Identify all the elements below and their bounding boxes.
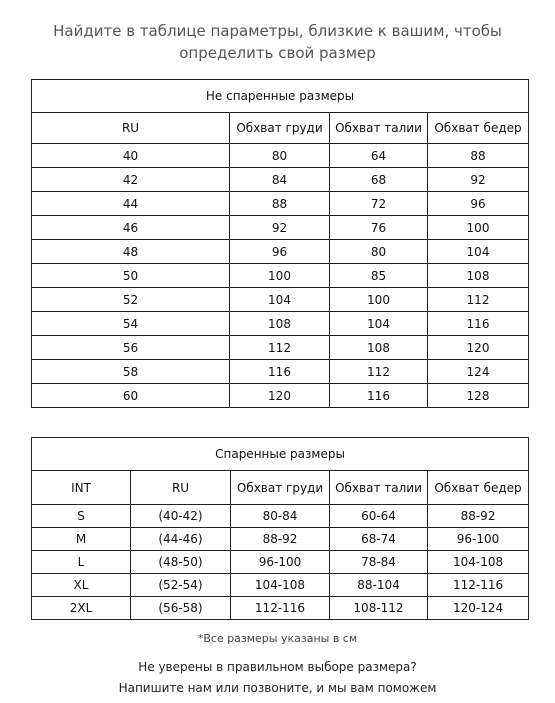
table-cell: 108-112 [330, 597, 428, 620]
table-cell: 112-116 [231, 597, 330, 620]
table-cell: 2XL [32, 597, 131, 620]
column-header: Обхват бедер [428, 113, 529, 144]
table-row [32, 574, 529, 597]
table-row [32, 144, 529, 168]
table-cell: 120-124 [428, 597, 529, 620]
table-cell: 80 [330, 240, 428, 264]
table-cell: 124 [428, 360, 529, 384]
single-sizes-table [31, 79, 529, 408]
column-header: INT [32, 471, 131, 505]
table-cell: 68-74 [330, 528, 428, 551]
table-cell: (40-42) [131, 505, 231, 528]
table-cell: 104 [330, 312, 428, 336]
table-cell: 128 [428, 384, 529, 408]
table-cell: 40 [32, 144, 230, 168]
heading-line-2: определить свой размер [179, 44, 376, 62]
table-cell: L [32, 551, 131, 574]
table-cell: 92 [428, 168, 529, 192]
table-cell: 48 [32, 240, 230, 264]
table-row [32, 264, 529, 288]
column-header: Обхват бедер [428, 471, 529, 505]
table-cell: 92 [230, 216, 330, 240]
table-row [32, 192, 529, 216]
table-cell: 120 [428, 336, 529, 360]
table-cell: XL [32, 574, 131, 597]
table-row [32, 336, 529, 360]
table-cell: 112-116 [428, 574, 529, 597]
table-cell: 78-84 [330, 551, 428, 574]
table-row [32, 216, 529, 240]
table-cell: 46 [32, 216, 230, 240]
table-cell: 116 [428, 312, 529, 336]
column-header: Обхват талии [330, 471, 428, 505]
table-cell: 96-100 [428, 528, 529, 551]
table-cell: 84 [230, 168, 330, 192]
table-cell: 108 [428, 264, 529, 288]
table-cell: (44-46) [131, 528, 231, 551]
table-cell: 80-84 [231, 505, 330, 528]
table-cell: 68 [330, 168, 428, 192]
table-cell: 80 [230, 144, 330, 168]
table-cell: 100 [428, 216, 529, 240]
contact-line-1: Не уверены в правильном выборе размера? [138, 660, 417, 674]
table-cell: 50 [32, 264, 230, 288]
table-cell: 104 [428, 240, 529, 264]
table-cell: 88-92 [428, 505, 529, 528]
table-cell: 88 [428, 144, 529, 168]
table-row [32, 312, 529, 336]
table-cell: 96 [428, 192, 529, 216]
table-cell: 100 [230, 264, 330, 288]
table-cell: 104 [230, 288, 330, 312]
table-cell: 58 [32, 360, 230, 384]
contact-note [0, 657, 555, 699]
table-cell: 112 [230, 336, 330, 360]
table-cell: (52-54) [131, 574, 231, 597]
table-cell: 112 [330, 360, 428, 384]
table-cell: 56 [32, 336, 230, 360]
table-cell: 108 [330, 336, 428, 360]
table-cell: 104-108 [428, 551, 529, 574]
table-cell: 85 [330, 264, 428, 288]
table-cell: (48-50) [131, 551, 231, 574]
table-cell: 112 [428, 288, 529, 312]
table-cell: 96 [230, 240, 330, 264]
table-row [32, 551, 529, 574]
table-cell: 52 [32, 288, 230, 312]
table-cell: 116 [230, 360, 330, 384]
page-heading [0, 20, 555, 64]
table-row [32, 360, 529, 384]
table-row [32, 505, 529, 528]
table-row [32, 597, 529, 620]
table-cell: M [32, 528, 131, 551]
table-cell: 88-92 [231, 528, 330, 551]
contact-line-2: Напишите нам или позвоните, и мы вам поможем [118, 681, 437, 695]
table-cell: 72 [330, 192, 428, 216]
table-cell: 54 [32, 312, 230, 336]
table-cell: 60-64 [330, 505, 428, 528]
table-caption: Не спаренные размеры [32, 80, 529, 113]
table-row [32, 528, 529, 551]
table-cell: S [32, 505, 131, 528]
table-cell: 76 [330, 216, 428, 240]
table-cell: 44 [32, 192, 230, 216]
column-header: Обхват груди [231, 471, 330, 505]
column-header: RU [32, 113, 230, 144]
table-cell: 100 [330, 288, 428, 312]
table-cell: 60 [32, 384, 230, 408]
column-header: Обхват груди [230, 113, 330, 144]
footnote: *Все размеры указаны в см [197, 632, 358, 645]
table-cell: 108 [230, 312, 330, 336]
table-cell: 64 [330, 144, 428, 168]
table-cell: 88 [230, 192, 330, 216]
table-row [32, 168, 529, 192]
table-cell: 120 [230, 384, 330, 408]
table-caption: Спаренные размеры [32, 438, 529, 471]
table-cell: (56-58) [131, 597, 231, 620]
table-cell: 96-100 [231, 551, 330, 574]
column-header: RU [131, 471, 231, 505]
table-cell: 88-104 [330, 574, 428, 597]
column-header: Обхват талии [330, 113, 428, 144]
table-cell: 116 [330, 384, 428, 408]
table-row [32, 288, 529, 312]
paired-sizes-table [31, 437, 529, 620]
table-row [32, 384, 529, 408]
table-cell: 104-108 [231, 574, 330, 597]
table-row [32, 240, 529, 264]
heading-line-1: Найдите в таблице параметры, близкие к вашим, чтобы [53, 22, 502, 40]
table-cell: 42 [32, 168, 230, 192]
